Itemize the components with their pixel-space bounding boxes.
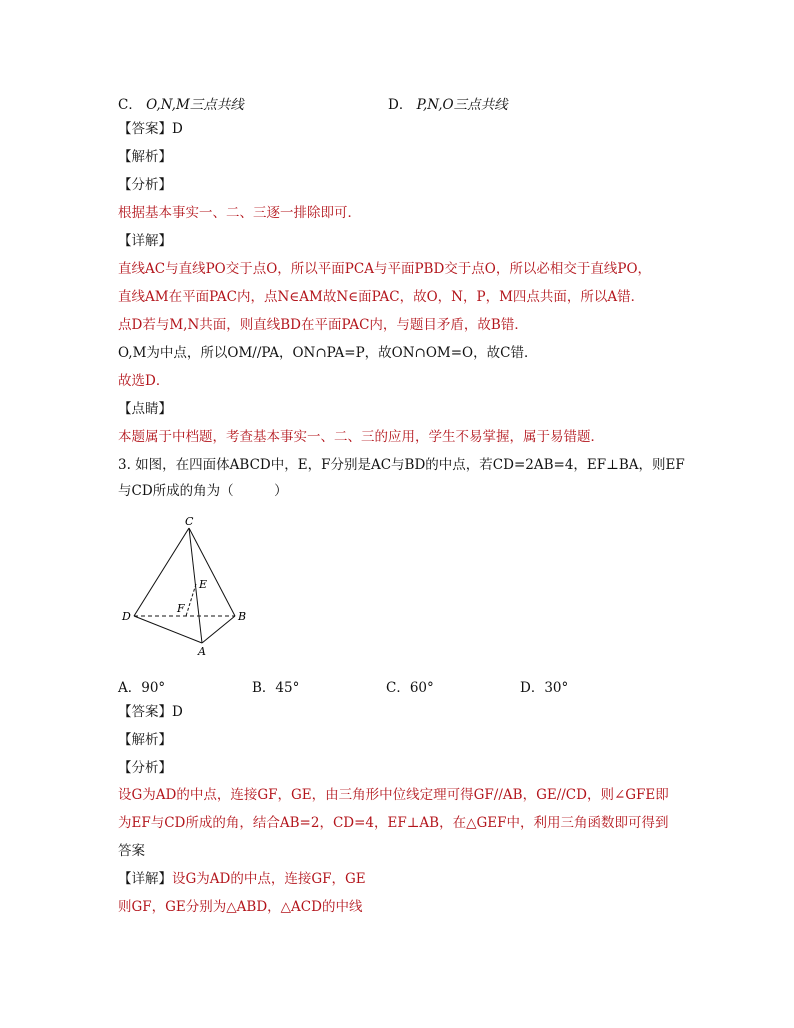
edge-cb — [189, 528, 235, 616]
q2-analysis-tag: 【解析】 — [118, 149, 172, 165]
tetrahedron-figure — [118, 512, 258, 662]
q3-option-c: C．60° — [386, 680, 434, 696]
option-c — [118, 93, 244, 113]
edge-da — [134, 616, 202, 643]
q2-line-3: 点D若与M,N共面，则直线BD在平面PAC内，与题目矛盾，故B错． — [118, 317, 528, 333]
q3-xiangjie — [118, 870, 366, 888]
label-b: B — [238, 610, 247, 623]
label-a: A — [198, 645, 206, 658]
q3-option-b: B．45° — [252, 680, 300, 696]
q3-last-line: 则GF，GE分别为△ABD，△ACD的中线 — [118, 899, 363, 915]
option-d-label: D． — [388, 97, 413, 113]
q2-line-1: 直线AC与直线PO交于点O，所以平面PCA与平面PBD交于点O，所以必相交于直线PO， — [118, 261, 652, 277]
q3-stem-line-2: 与CD所成的角为（ ） — [118, 483, 288, 499]
option-d — [388, 93, 508, 113]
q2-line-2: 直线AM在平面PAC内，点N∈AM故N∈面PAC，故O，N，P，M四点共面，所以A错． — [118, 289, 645, 305]
q3-fenxi-line-1: 设G为AD的中点，连接GF，GE，由三角形中位线定理可得GF//AB，GE//CD，则∠GFE即 — [118, 787, 669, 803]
q3-option-a: A．90° — [118, 680, 166, 696]
q3-answer: 【答案】D — [118, 704, 183, 720]
label-d: D — [122, 610, 131, 623]
q2-fenxi-text: 根据基本事实一、二、三逐一排除即可． — [118, 205, 361, 221]
q2-dianjing-tag: 【点睛】 — [118, 401, 172, 417]
q3-analysis-tag: 【解析】 — [118, 732, 172, 748]
option-d-text: P,N,O三点共线 — [416, 97, 508, 113]
label-f: F — [177, 602, 185, 615]
q3-fenxi-tag: 【分析】 — [118, 760, 172, 776]
label-e: E — [199, 578, 208, 591]
q3-fenxi-line-2: 为EF与CD所成的角，结合AB=2，CD=4，EF⊥AB，在△GEF中，利用三角函数即可得到 — [118, 815, 669, 831]
segment-ef — [186, 584, 196, 616]
q2-xiangjie-tag: 【详解】 — [118, 233, 172, 249]
q3-xiangjie-tag: 【详解】 — [118, 871, 172, 887]
q2-fenxi-tag: 【分析】 — [118, 177, 172, 193]
q2-answer: 【答案】D — [118, 121, 183, 137]
q2-dianjing-text: 本题属于中档题，考查基本事实一、二、三的应用，学生不易掌握，属于易错题． — [118, 429, 604, 445]
q2-line-4: O,M为中点，所以OM//PA，ON∩PA=P，故ON∩OM=O，故C错． — [118, 345, 538, 361]
q2-line-5: 故选D． — [118, 373, 170, 389]
option-c-text: O,N,M三点共线 — [146, 97, 244, 113]
q3-stem-line-1: 3. 如图，在四面体ABCD中，E，F分别是AC与BD的中点，若CD=2AB=4，EF⊥BA，则EF — [118, 457, 685, 473]
option-c-label: C． — [118, 97, 142, 113]
q3-option-d: D．30° — [520, 680, 569, 696]
label-c: C — [185, 515, 194, 528]
edge-ab — [202, 616, 235, 643]
q3-fenxi-line-3: 答案 — [118, 843, 145, 859]
q3-xiangjie-text: 设G为AD的中点，连接GF，GE — [172, 871, 366, 887]
